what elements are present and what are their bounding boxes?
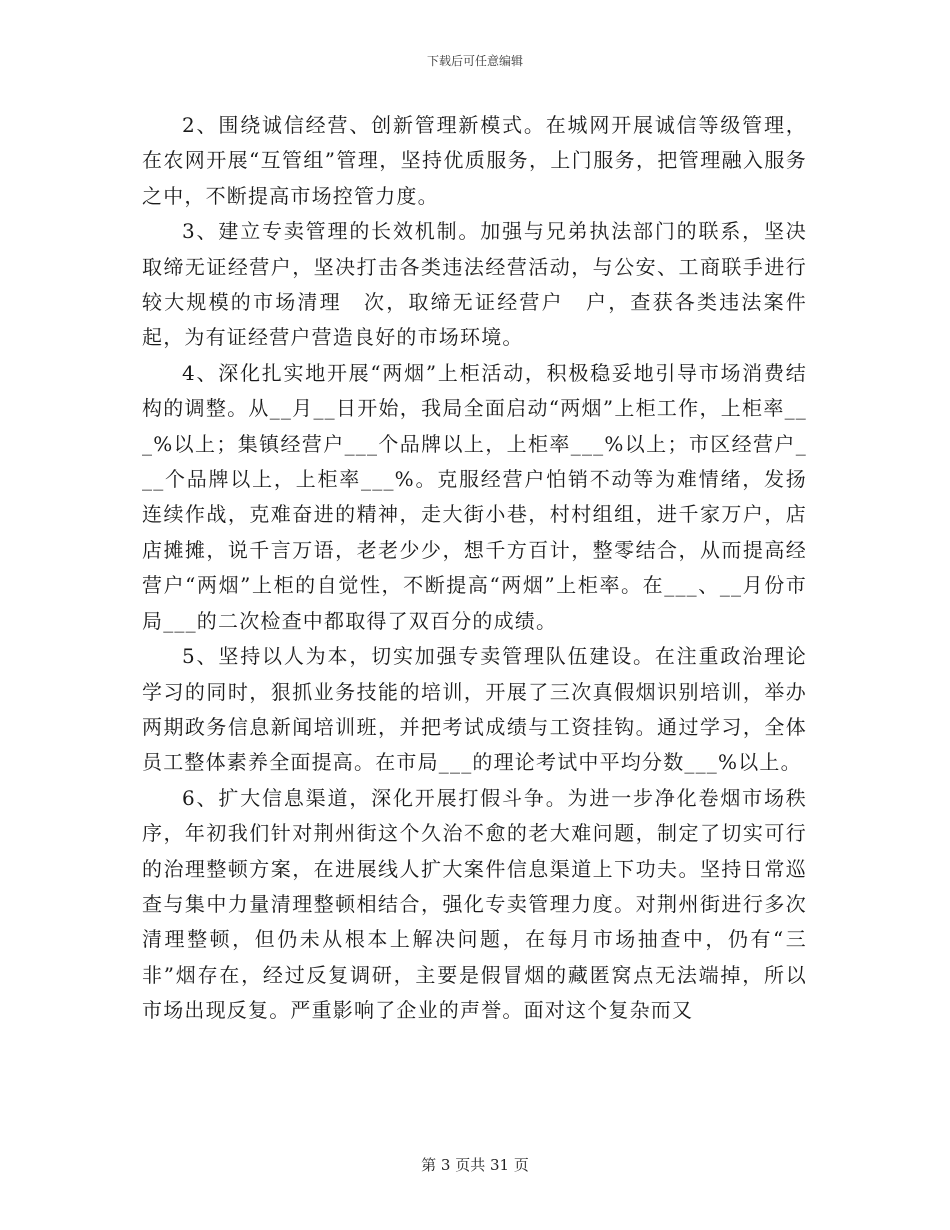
paragraph-5: 5、坚持以人为本，切实加强专卖管理队伍建设。在注重政治理论学习的同时，狠抓业务技能的培训，开展了三次真假烟识别培训，举办两期政务信息新闻培训班，并把考试成绩与工资挂钩。通过学习，全体员工整体素养全面提高。在市局___的理论考试中平均分数___%以上。 xyxy=(142,644,807,775)
paragraph-2: 2、围绕诚信经营、创新管理新模式。在城网开展诚信等级管理，在农网开展“互管组”管理，坚持优质服务，上门服务，把管理融入服务之中，不断提高市场控管力度。 xyxy=(142,113,807,208)
paragraph-4: 4、深化扎实地开展“两烟”上柜活动，积极稳妥地引导市场消费结构的调整。从__月__日开始，我局全面启动“两烟”上柜工作，上柜率___%以上；集镇经营户___个品牌以上，上柜率___%以上；市区经营户___个品牌以上，上柜率___%。克服经营户怕销不动等为难情绪，发扬连续作战，克难奋进的精神，走大街小巷，村村组组，进千家万户，店店摊摊，说千言万语，老老少少，想千方百计，整零结合，从而提高经营户“两烟”上柜的自觉性，不断提高“两烟”上柜率。在___、__月份市局___的二次检查中都取得了双百分的成绩。 xyxy=(142,360,807,633)
paragraph-6: 6、扩大信息渠道，深化开展打假斗争。为进一步净化卷烟市场秩序，年初我们针对荆州街这个久治不愈的老大难问题，制定了切实可行的治理整顿方案，在进展线人扩大案件信息渠道上下功夫。坚持日常巡查与集中力量清理整顿相结合，强化专卖管理力度。对荆州街进行多次清理整顿，但仍未从根本上解决问题，在每月市场抽查中，仍有“三非”烟存在，经过反复调研，主要是假冒烟的藏匿窝点无法端掉，所以市场出现反复。严重影响了企业的声誉。面对这个复杂而又 xyxy=(142,785,807,1023)
paragraph-3: 3、建立专卖管理的长效机制。加强与兄弟执法部门的联系，坚决取缔无证经营户，坚决打击各类违法经营活动，与公安、工商联手进行较大规模的市场清理 次，取缔无证经营户 户，查获各类违法案件 起，为有证经营户营造良好的市场环境。 xyxy=(142,219,807,350)
page-header: 下载后可任意编辑 xyxy=(426,54,523,68)
document-body xyxy=(142,108,807,1029)
page-number: 第 3 页共 31 页 xyxy=(421,1156,529,1174)
